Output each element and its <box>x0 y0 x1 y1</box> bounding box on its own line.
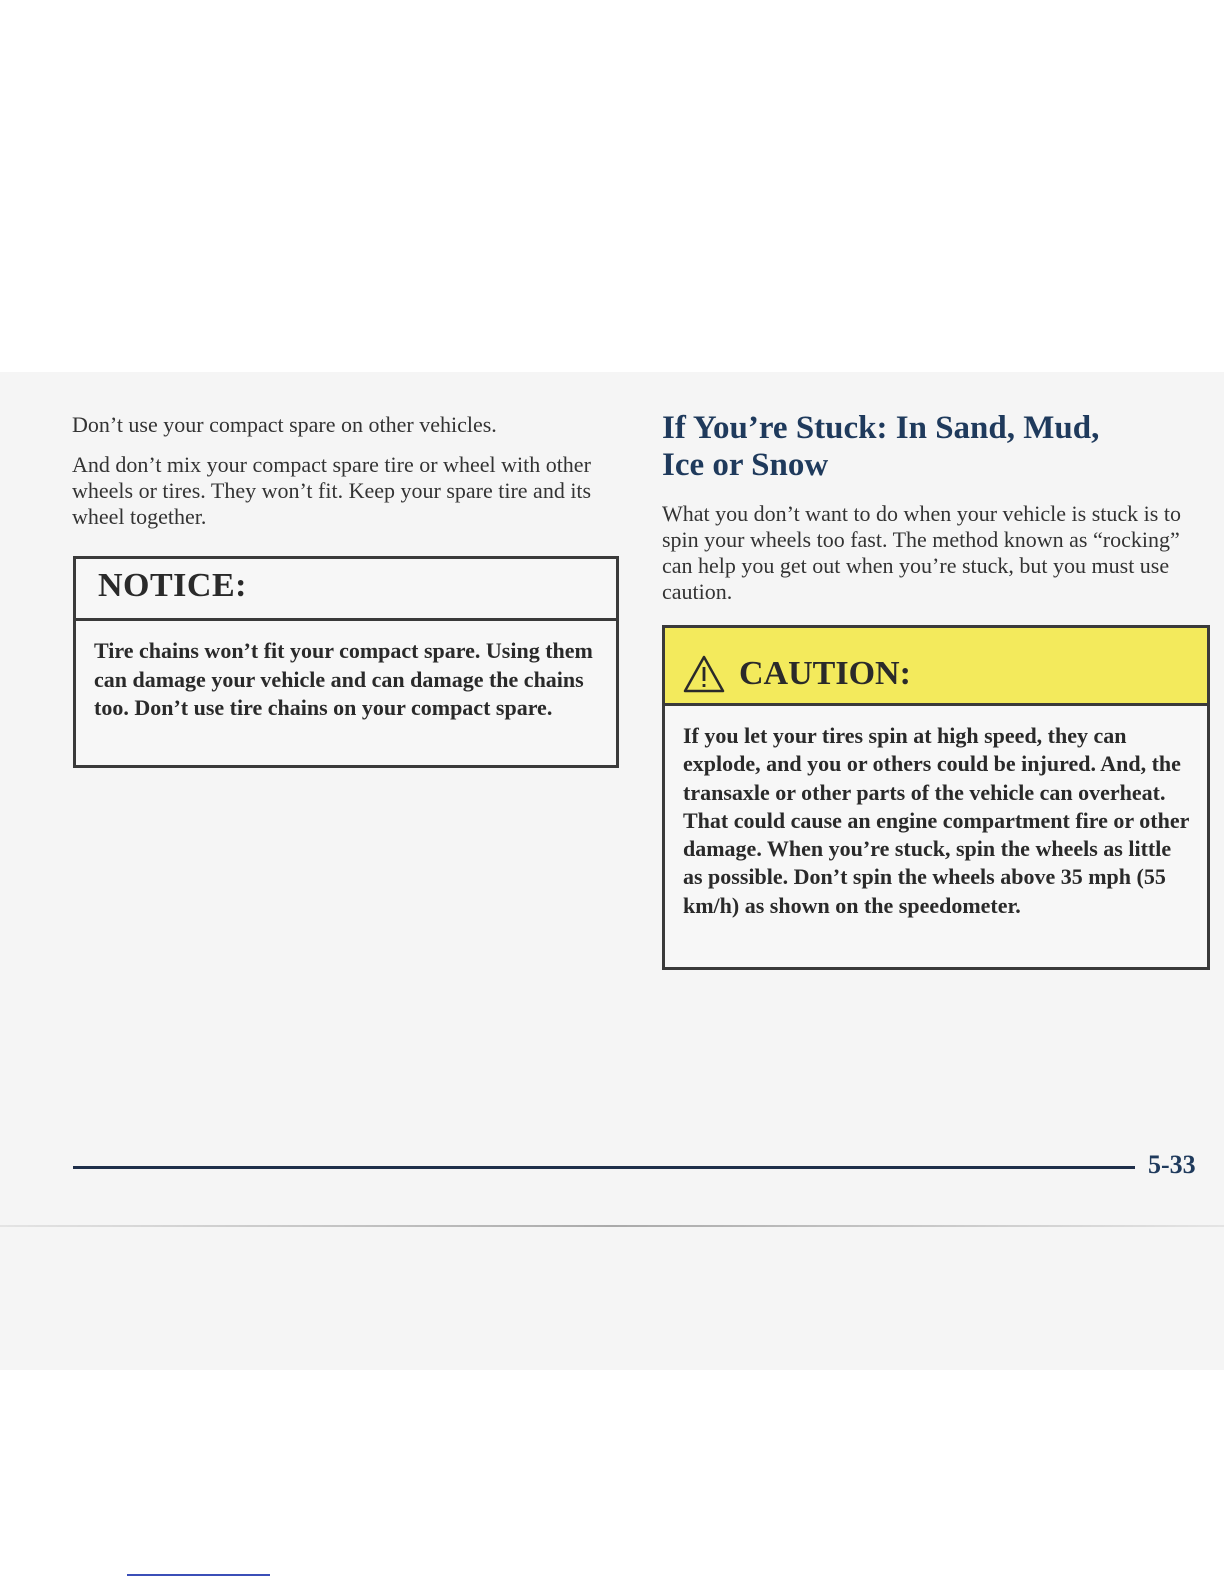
page-number: 5-33 <box>1148 1150 1196 1179</box>
right-column <box>662 410 1207 605</box>
section-heading-line1: If You’re Stuck: In Sand, Mud, <box>662 410 1100 446</box>
notice-box <box>73 556 619 768</box>
section-heading <box>662 410 1207 484</box>
notice-title: NOTICE: <box>76 559 616 621</box>
spare-mixing-paragraph: And don’t mix your compact spare tire or wheel with other wheels or tires. They won’t fit. Keep your spare tire and its wheel together. <box>72 452 592 529</box>
warning-triangle-icon <box>683 655 725 693</box>
caution-body: If you let your tires spin at high speed, they can explode, and you or others could be injured. And, the transaxle or other parts of the vehicle can overheat. That could cause an engine compartment fire or other damage. When you’re stuck, spin the wheels as little as possible. Don’t spin the wheels above 35 mph (55 km/h) as shown on the speedometer. <box>683 723 1189 918</box>
caution-header <box>665 628 1207 706</box>
spare-vehicles-paragraph: Don’t use your compact spare on other vehicles. <box>72 412 497 437</box>
section-intro-paragraph: What you don’t want to do when your vehicle is stuck is to spin your wheels too fast. The method known as “rocking” can help you get out when you’re stuck, but you must use caution. <box>662 501 1181 604</box>
footer-rule <box>73 1166 1135 1169</box>
left-column <box>72 412 620 544</box>
caution-box <box>662 625 1210 970</box>
caution-title: CAUTION: <box>739 654 911 692</box>
section-heading-line2: Ice or Snow <box>662 447 829 483</box>
notice-body: Tire chains won’t fit your compact spare. Using them can damage your vehicle and can damage the chains too. Don’t use tire chains on your compact spare. <box>94 638 593 720</box>
bottom-link-rule <box>127 1574 270 1576</box>
scan-edge-divider <box>0 1225 1224 1227</box>
